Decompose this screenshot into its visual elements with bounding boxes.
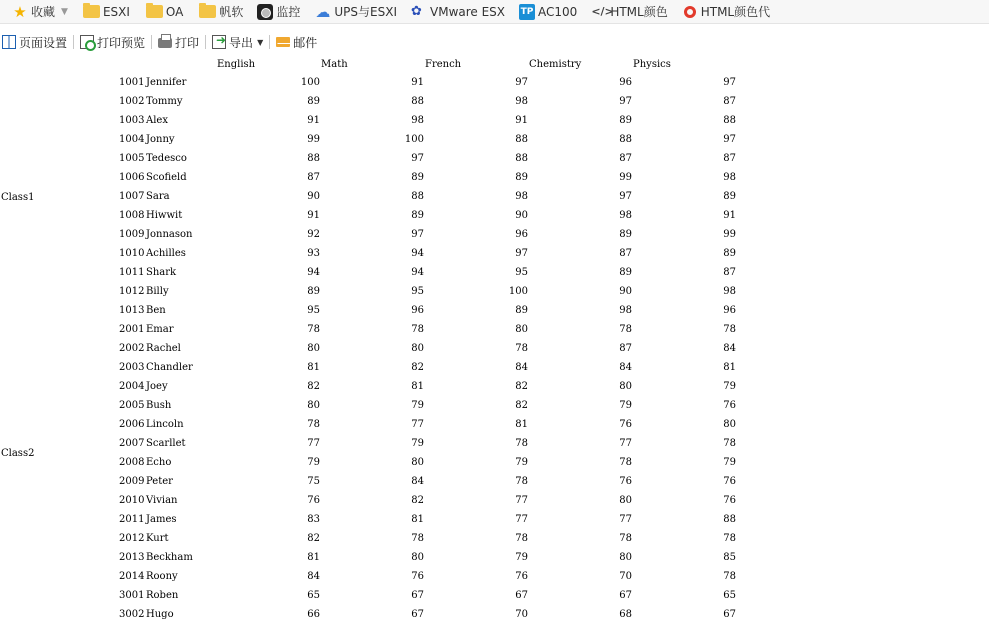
folder-icon (83, 5, 100, 18)
mail-label: 邮件 (293, 35, 318, 50)
score-cell: 89 (411, 172, 424, 183)
student-name: Echo (146, 457, 172, 468)
table-row (0, 436, 989, 455)
score-cell: 84 (515, 362, 528, 373)
bookmark-ups-esxi[interactable] (315, 0, 397, 24)
score-cell: 78 (515, 533, 528, 544)
score-cell: 77 (619, 438, 632, 449)
score-cell: 81 (411, 381, 424, 392)
table-row (0, 474, 989, 493)
student-name: Jonny (146, 134, 175, 145)
student-id: 1012 (119, 286, 145, 297)
score-cell: 78 (723, 438, 736, 449)
cloud-icon: ☁ (315, 2, 331, 21)
score-cell: 78 (515, 343, 528, 354)
score-cell: 78 (307, 324, 320, 335)
student-name: Peter (146, 476, 173, 487)
student-name: Shark (146, 267, 177, 278)
table-row (0, 455, 989, 474)
score-cell: 90 (307, 191, 320, 202)
table-row (0, 227, 989, 246)
student-name: Vivian (146, 495, 178, 506)
table-row (0, 132, 989, 151)
score-cell: 80 (619, 552, 632, 563)
score-cell: 97 (723, 77, 736, 88)
student-id: 1011 (119, 267, 145, 278)
score-cell: 94 (411, 267, 424, 278)
score-cell: 91 (307, 115, 320, 126)
star-icon: ★ (13, 2, 27, 21)
table-row (0, 569, 989, 588)
score-cell: 93 (307, 248, 320, 259)
column-header: Physics (633, 59, 671, 70)
score-cell: 91 (411, 77, 424, 88)
score-cell: 91 (307, 210, 320, 221)
column-header: Math (321, 59, 348, 70)
table-row (0, 284, 989, 303)
column-header: English (217, 59, 256, 70)
table-row (0, 246, 989, 265)
student-name: Hiwwit (146, 210, 183, 221)
score-cell: 88 (307, 153, 320, 164)
student-name: Scarllet (146, 438, 186, 449)
score-cell: 76 (515, 571, 528, 582)
score-cell: 82 (307, 381, 320, 392)
bookmarks-bar (0, 0, 989, 24)
score-cell: 79 (411, 438, 424, 449)
student-id: 1009 (119, 229, 145, 240)
score-cell: 85 (723, 552, 736, 563)
score-cell: 84 (619, 362, 632, 373)
student-name: Joey (146, 381, 168, 392)
score-cell: 89 (723, 191, 736, 202)
table-row (0, 75, 989, 94)
table-row (0, 379, 989, 398)
score-cell: 88 (723, 115, 736, 126)
score-cell: 97 (515, 248, 528, 259)
table-row (0, 341, 989, 360)
student-id: 1004 (119, 134, 145, 145)
bookmark-ac100[interactable] (519, 0, 577, 24)
mail-icon (276, 37, 290, 47)
bookmark-label: OA (165, 4, 184, 19)
score-cell: 75 (307, 476, 320, 487)
bookmark-label: HTML颜色代 (700, 5, 771, 19)
score-cell: 67 (515, 590, 528, 601)
score-cell: 87 (619, 153, 632, 164)
student-name: Scofield (146, 172, 187, 183)
score-cell: 88 (515, 153, 528, 164)
score-cell: 78 (515, 438, 528, 449)
student-id: 2004 (119, 381, 145, 392)
student-name: Hugo (146, 609, 174, 620)
bookmark-label: ESXI (102, 4, 130, 19)
score-cell: 80 (411, 343, 424, 354)
score-cell: 87 (619, 343, 632, 354)
score-cell: 79 (723, 381, 736, 392)
score-cell: 80 (619, 495, 632, 506)
score-cell: 88 (723, 514, 736, 525)
score-cell: 65 (307, 590, 320, 601)
score-cell: 98 (723, 172, 736, 183)
printer-icon (158, 38, 172, 48)
score-cell: 80 (411, 457, 424, 468)
paw-icon: ✿ (411, 3, 422, 19)
score-cell: 80 (723, 419, 736, 430)
report-sheet (0, 56, 989, 628)
score-cell: 87 (723, 96, 736, 107)
student-name: Alex (146, 115, 168, 126)
student-id: 2001 (119, 324, 145, 335)
export-button[interactable] (212, 31, 263, 53)
student-id: 3001 (119, 590, 145, 601)
bookmark-html-color-codes[interactable] (684, 0, 770, 24)
score-cell: 76 (619, 419, 632, 430)
student-id: 2010 (119, 495, 145, 506)
student-id: 2014 (119, 571, 145, 582)
score-cell: 81 (411, 514, 424, 525)
table-row (0, 512, 989, 531)
folder-icon (199, 5, 216, 18)
red-ring-icon (684, 6, 696, 18)
score-cell: 78 (619, 533, 632, 544)
student-id: 1002 (119, 96, 145, 107)
score-cell: 78 (619, 324, 632, 335)
score-cell: 99 (723, 229, 736, 240)
score-cell: 68 (619, 609, 632, 620)
column-header: Chemistry (529, 59, 582, 70)
score-cell: 100 (508, 286, 528, 297)
student-name: Ben (146, 305, 166, 316)
score-cell: 88 (619, 134, 632, 145)
student-name: Kurt (146, 533, 169, 544)
score-cell: 78 (411, 324, 424, 335)
student-id: 1013 (119, 305, 145, 316)
bookmark-label: HTML颜色 (610, 5, 668, 19)
score-cell: 95 (307, 305, 320, 316)
page-setup-button[interactable] (2, 31, 67, 53)
toolbar-divider (73, 35, 74, 49)
student-id: 2003 (119, 362, 145, 373)
score-cell: 95 (411, 286, 424, 297)
score-cell: 96 (723, 305, 736, 316)
student-id: 2009 (119, 476, 145, 487)
student-id: 1010 (119, 248, 145, 259)
student-id: 1006 (119, 172, 145, 183)
bookmark-folder-oa[interactable] (146, 0, 183, 24)
student-name: Beckham (146, 552, 193, 563)
score-cell: 87 (307, 172, 320, 183)
student-id: 1003 (119, 115, 145, 126)
score-cell: 89 (515, 172, 528, 183)
table-row (0, 360, 989, 379)
score-cell: 98 (515, 191, 528, 202)
score-cell: 98 (515, 96, 528, 107)
score-cell: 97 (515, 77, 528, 88)
score-cell: 78 (411, 533, 424, 544)
bookmark-folder-esxi[interactable] (83, 0, 130, 24)
print-preview-button[interactable] (80, 31, 145, 53)
score-cell: 67 (619, 590, 632, 601)
column-header: French (425, 59, 462, 70)
score-cell: 97 (411, 229, 424, 240)
score-cell: 100 (404, 134, 424, 145)
table-row (0, 208, 989, 227)
score-cell: 84 (307, 571, 320, 582)
score-cell: 81 (723, 362, 736, 373)
bookmark-label: 帆软 (219, 5, 244, 19)
page-setup-icon (2, 35, 16, 49)
score-cell: 98 (619, 210, 632, 221)
bookmark-label: AC100 (538, 4, 578, 19)
folder-icon (146, 5, 163, 18)
bookmark-html-colors[interactable] (591, 0, 667, 24)
score-cell: 81 (307, 552, 320, 563)
print-preview-icon (80, 35, 94, 49)
table-row (0, 398, 989, 417)
table-row (0, 265, 989, 284)
student-id: 1007 (119, 191, 145, 202)
score-cell: 78 (619, 457, 632, 468)
table-row (0, 170, 989, 189)
chevron-down-icon[interactable]: ▼ (61, 6, 68, 17)
print-button[interactable] (158, 31, 199, 53)
score-cell: 81 (307, 362, 320, 373)
score-cell: 67 (411, 609, 424, 620)
score-cell: 97 (619, 96, 632, 107)
score-cell: 84 (723, 343, 736, 354)
score-cell: 96 (619, 77, 632, 88)
table-row (0, 607, 989, 626)
score-cell: 79 (515, 457, 528, 468)
score-cell: 91 (515, 115, 528, 126)
score-cell: 76 (723, 400, 736, 411)
export-icon (212, 35, 226, 49)
score-cell: 98 (619, 305, 632, 316)
student-name: Lincoln (146, 419, 184, 430)
table-row (0, 417, 989, 436)
score-cell: 67 (411, 590, 424, 601)
score-cell: 89 (515, 305, 528, 316)
print-label: 打印 (175, 35, 200, 50)
student-name: Roben (146, 590, 179, 601)
student-name: Billy (146, 286, 169, 297)
student-id: 2011 (119, 514, 145, 525)
score-cell: 98 (411, 115, 424, 126)
camera-icon (257, 4, 273, 20)
report-toolbar (0, 28, 989, 56)
score-cell: 76 (619, 476, 632, 487)
score-cell: 65 (723, 590, 736, 601)
score-cell: 95 (515, 267, 528, 278)
score-cell: 89 (411, 210, 424, 221)
student-name: Roony (146, 571, 178, 582)
score-cell: 87 (723, 153, 736, 164)
export-label: 导出 (229, 35, 254, 50)
mail-button[interactable] (276, 31, 317, 53)
bookmark-folder-fanruan[interactable] (199, 0, 243, 24)
score-cell: 80 (515, 324, 528, 335)
score-cell: 97 (619, 191, 632, 202)
score-cell: 83 (307, 514, 320, 525)
score-cell: 66 (307, 609, 320, 620)
student-id: 1008 (119, 210, 145, 221)
tp-icon: TP (519, 4, 535, 20)
class-group-label: Class1 (1, 191, 35, 203)
score-cell: 97 (411, 153, 424, 164)
student-id: 3002 (119, 609, 145, 620)
student-name: Chandler (146, 362, 193, 373)
score-cell: 77 (515, 495, 528, 506)
score-cell: 78 (723, 533, 736, 544)
score-cell: 81 (515, 419, 528, 430)
page-setup-label: 页面设置 (19, 35, 68, 50)
score-cell: 80 (307, 343, 320, 354)
score-cell: 70 (515, 609, 528, 620)
table-row (0, 151, 989, 170)
score-cell: 80 (307, 400, 320, 411)
score-cell: 79 (307, 457, 320, 468)
bookmark-label: UPS与ESXI (334, 5, 397, 19)
toolbar-divider (269, 35, 270, 49)
score-cell: 90 (515, 210, 528, 221)
table-row (0, 303, 989, 322)
table-row (0, 322, 989, 341)
student-id: 2013 (119, 552, 145, 563)
score-cell: 89 (619, 229, 632, 240)
student-name: James (146, 514, 177, 525)
score-cell: 78 (307, 419, 320, 430)
print-preview-label: 打印预览 (97, 35, 146, 50)
bookmark-label: 监控 (276, 5, 301, 19)
student-id: 1001 (119, 77, 145, 88)
student-name: Jonnason (146, 229, 193, 240)
score-cell: 80 (411, 552, 424, 563)
score-cell: 77 (411, 419, 424, 430)
score-cell: 89 (307, 286, 320, 297)
class-group-label: Class2 (1, 448, 35, 459)
bookmark-vmware-esx[interactable] (411, 0, 505, 24)
score-cell: 79 (411, 400, 424, 411)
score-cell: 94 (307, 267, 320, 278)
score-cell: 79 (723, 457, 736, 468)
score-cell: 78 (723, 571, 736, 582)
student-id: 2007 (119, 438, 145, 449)
score-cell: 82 (411, 362, 424, 373)
score-cell: 96 (411, 305, 424, 316)
student-id: 2006 (119, 419, 145, 430)
score-cell: 88 (411, 191, 424, 202)
score-cell: 77 (307, 438, 320, 449)
score-cell: 92 (307, 229, 320, 240)
score-cell: 87 (619, 248, 632, 259)
score-cell: 89 (619, 267, 632, 278)
chevron-down-icon: ▼ (257, 37, 264, 47)
student-name: Jennifer (146, 77, 187, 88)
toolbar-divider (205, 35, 206, 49)
score-cell: 78 (515, 476, 528, 487)
score-cell: 88 (411, 96, 424, 107)
score-cell: 96 (515, 229, 528, 240)
score-cell: 88 (515, 134, 528, 145)
score-cell: 77 (619, 514, 632, 525)
score-cell: 89 (723, 248, 736, 259)
student-id: 2005 (119, 400, 145, 411)
score-cell: 82 (307, 533, 320, 544)
student-name: Tedesco (146, 153, 187, 164)
code-icon: </> (591, 4, 614, 18)
student-name: Sara (146, 191, 170, 202)
score-cell: 76 (723, 476, 736, 487)
score-cell: 84 (411, 476, 424, 487)
score-cell: 94 (411, 248, 424, 259)
score-cell: 82 (515, 400, 528, 411)
score-cell: 91 (723, 210, 736, 221)
score-cell: 97 (723, 134, 736, 145)
bookmark-favorites[interactable] (12, 0, 68, 24)
table-row (0, 94, 989, 113)
score-cell: 79 (619, 400, 632, 411)
score-cell: 79 (515, 552, 528, 563)
student-id: 2002 (119, 343, 145, 354)
student-name: Achilles (146, 248, 186, 259)
score-cell: 100 (300, 77, 320, 88)
table-row (0, 531, 989, 550)
score-cell: 67 (723, 609, 736, 620)
score-cell: 76 (723, 495, 736, 506)
bookmark-label: 收藏 (31, 5, 56, 19)
score-cell: 76 (411, 571, 424, 582)
table-row (0, 493, 989, 512)
table-row (0, 588, 989, 607)
score-cell: 99 (307, 134, 320, 145)
score-cell: 80 (619, 381, 632, 392)
table-row (0, 189, 989, 208)
score-cell: 89 (307, 96, 320, 107)
toolbar-divider (151, 35, 152, 49)
student-name: Rachel (146, 343, 181, 354)
score-cell: 90 (619, 286, 632, 297)
bookmark-label: VMware ESX (430, 4, 506, 19)
score-cell: 82 (515, 381, 528, 392)
score-cell: 98 (723, 286, 736, 297)
score-cell: 76 (307, 495, 320, 506)
score-cell: 82 (411, 495, 424, 506)
student-name: Tommy (146, 96, 183, 107)
student-id: 2012 (119, 533, 145, 544)
student-id: 1005 (119, 153, 145, 164)
student-name: Bush (146, 400, 172, 411)
score-cell: 87 (723, 267, 736, 278)
table-row (0, 550, 989, 569)
score-cell: 89 (619, 115, 632, 126)
student-name: Emar (146, 324, 174, 335)
score-cell: 70 (619, 571, 632, 582)
score-cell: 78 (723, 324, 736, 335)
table-row (0, 113, 989, 132)
score-cell: 99 (619, 172, 632, 183)
bookmark-monitor[interactable] (257, 0, 300, 24)
student-id: 2008 (119, 457, 145, 468)
score-cell: 77 (515, 514, 528, 525)
